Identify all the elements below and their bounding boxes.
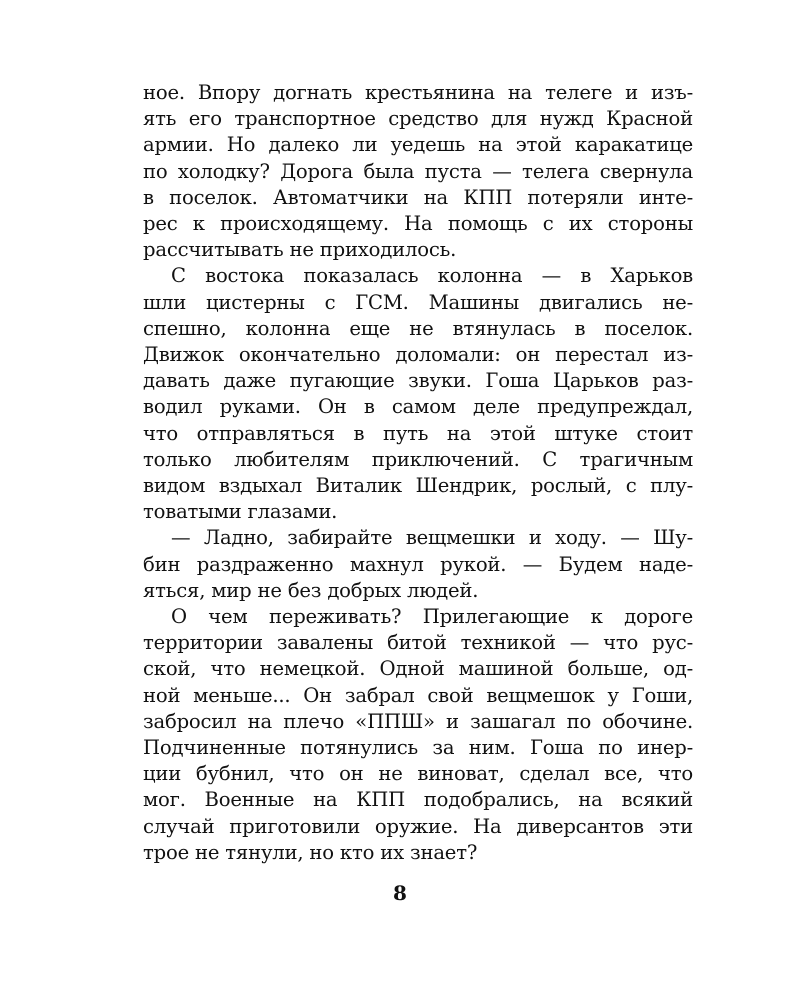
text-line: армии. Но далеко ли уедешь на этой каракатице xyxy=(143,133,693,157)
text-line: мог. Военные на КПП подобрались, на всякий xyxy=(143,788,693,812)
text-line: — Ладно, забирайте вещмешки и ходу. — Шу- xyxy=(171,526,693,550)
text-line: ять его транспортное средство для нужд Красной xyxy=(143,107,693,131)
text-line: давать даже пугающие звуки. Гоша Царьков раз- xyxy=(143,369,693,393)
text-line: ной меньше... Он забрал свой вещмешок у Гоши, xyxy=(143,683,693,707)
text-line: рес к происходящему. На помощь с их стороны xyxy=(143,212,693,236)
text-line: бин раздраженно махнул рукой. — Будем наде- xyxy=(143,552,693,576)
page-number: 8 xyxy=(393,881,407,905)
text-line: ное. Впору догнать крестьянина на телеге и изъ- xyxy=(143,81,693,104)
text-line: только любителям приключений. С трагичным xyxy=(143,447,693,471)
text-line: случай приготовили оружие. На диверсантов эти xyxy=(143,814,693,838)
text-line: товатыми глазами. xyxy=(143,500,338,524)
book-page-text xyxy=(143,80,693,866)
text-line: О чем переживать? Прилегающие к дороге xyxy=(171,605,693,629)
paragraph-1 xyxy=(143,80,693,263)
text-line: видом вздыхал Виталик Шендрик, рослый, с плу- xyxy=(143,474,693,498)
text-line: территории завалены битой техникой — что рус- xyxy=(143,631,693,655)
text-line: спешно, колонна еще не втянулась в поселок. xyxy=(143,316,693,340)
paragraph-2 xyxy=(143,263,693,525)
text-line: трое не тянули, но кто их знает? xyxy=(143,840,478,864)
text-line: С востока показалась колонна — в Харьков xyxy=(171,264,693,288)
text-line: что отправляться в путь на этой штуке стоит xyxy=(143,421,693,445)
text-line: ской, что немецкой. Одной машиной больше, од- xyxy=(143,657,693,681)
text-line: Движок окончательно доломали: он перестал из- xyxy=(143,343,693,367)
text-line: Подчиненные потянулись за ним. Гоша по инер- xyxy=(143,736,693,760)
text-line: яться, мир не без добрых людей. xyxy=(143,578,479,602)
paragraph-4 xyxy=(143,604,693,866)
text-line: водил руками. Он в самом деле предупреждал, xyxy=(143,395,693,419)
text-line: ции бубнил, что он не виноват, сделал все, что xyxy=(143,762,693,786)
text-line: шли цистерны с ГСМ. Машины двигались не- xyxy=(143,290,693,314)
text-line: по холодку? Дорога была пуста — телега свернула xyxy=(143,159,693,183)
paragraph-3 xyxy=(143,525,693,604)
text-line: в поселок. Автоматчики на КПП потеряли инте- xyxy=(143,185,693,209)
text-line: забросил на плечо «ППШ» и зашагал по обочине. xyxy=(143,709,693,733)
text-line: рассчитывать не приходилось. xyxy=(143,238,457,262)
